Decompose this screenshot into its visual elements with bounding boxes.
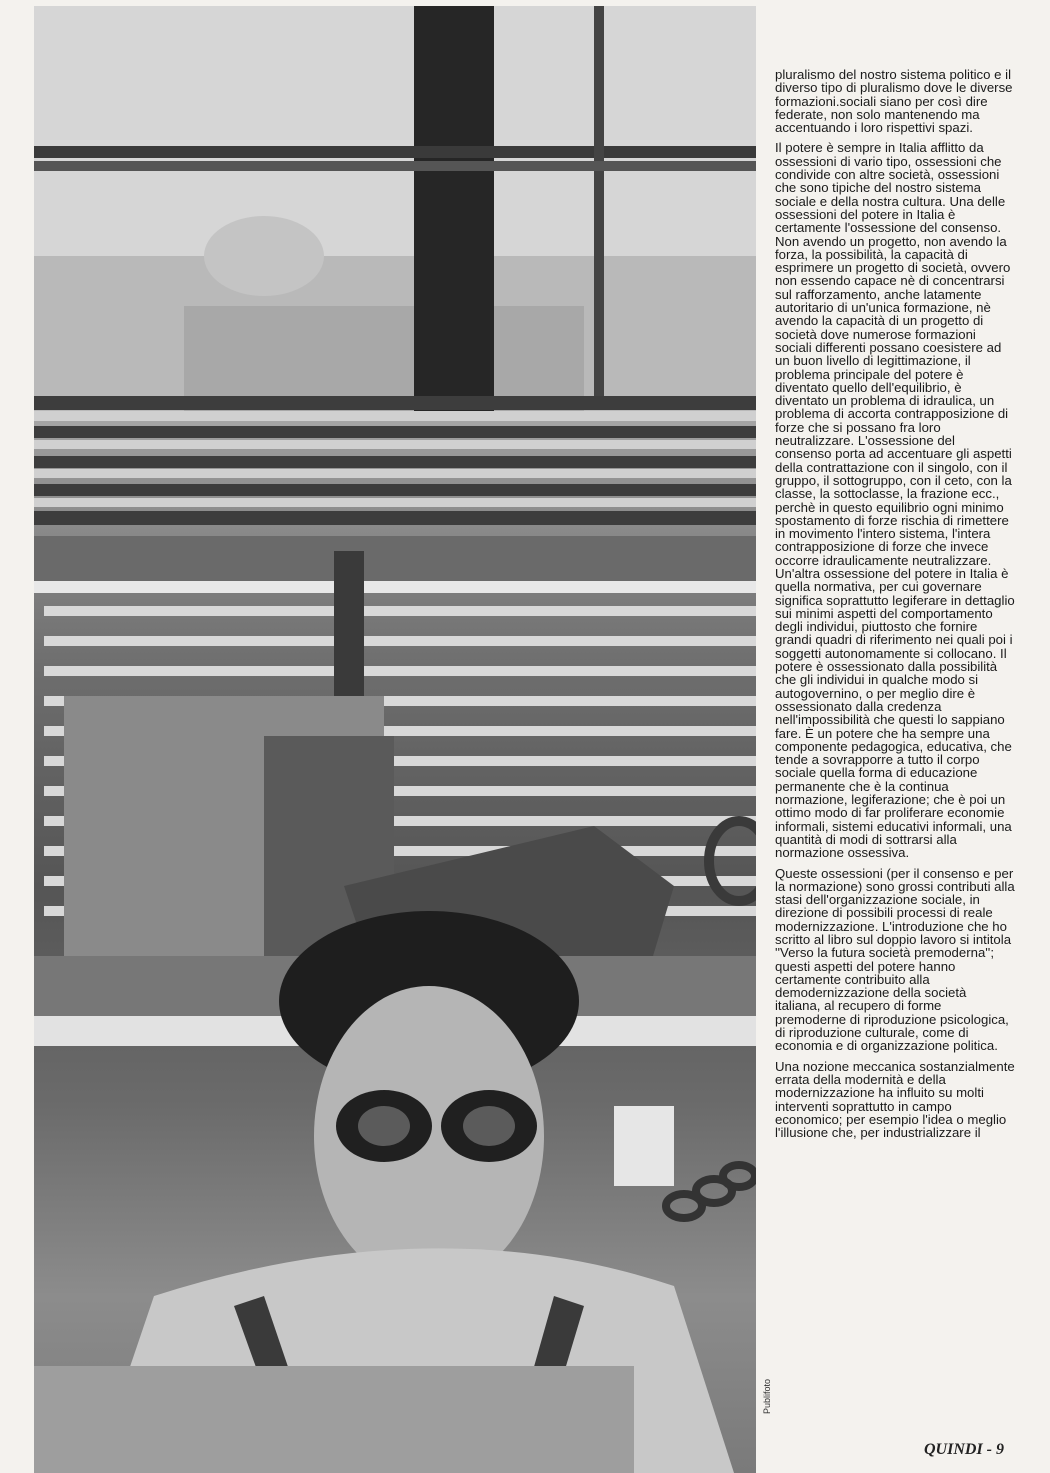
- article-paragraph: pluralismo del nostro sistema politico e il diverso tipo di pluralismo dove le diverse formazioni.sociali siano per così dire federate, non solo mantenendo ma accentuando i loro rispettivi spazi.: [775, 67, 1013, 136]
- article-column: [775, 68, 1015, 1146]
- page-footer: QUINDI - 9: [924, 1441, 1004, 1458]
- article-paragraph: Queste ossessioni (per il consenso e per la normazione) sono grossi contributi alla stasi dell'organizzazione sociale, in direzione di possibili processi di reale modernizzazione. L'introduzione che ho scritto al libro sul doppio lavoro si intitola ''Verso la futura società premoderna''; questi aspetti del potere hanno certamente contribuito alla demodernizzazione della società italiana, al recupero di forme premoderne di riproduzione psicologica, di riproduzione culturale, come di economia e di organizzazione politica.: [775, 865, 1015, 1054]
- photo-worker-on-rooftop-icon: [34, 6, 756, 1473]
- photo-credit: Publifoto: [762, 1378, 772, 1414]
- article-paragraph: Una nozione meccanica sostanzialmente errata della modernità e della modernizzazione ha influito su molti interventi soprattutto in campo economico; per esempio l'idea o meglio l'illusione che, per industrializzare il: [775, 1058, 1015, 1141]
- article-paragraph: Il potere è sempre in Italia afflitto da ossessioni di vario tipo, ossessioni che condivide con altre società, ossessioni che sono tipiche del nostro sistema sociale e della nostra cultura. Una delle ossessioni del potere in Italia è certamente l'ossessione del consenso. Non avendo un progetto, non avendo la forza, la possibilità, la capacità di esprimere un progetto di società, ovvero non essendo capace nè di concentrarsi sul rafforzamento, anche latamente autoritario di un'unica formazione, nè avendo la capacità di un progetto di società dove numerose formazioni sociali differenti possano coesistere ad un buon livello di legittimazione, il problema principale del potere è diventato quello dell'equilibrio, è diventato un problema di idraulica, un problema di accorta contrapposizione di forze che si possano fra loro neutralizzare. L'ossessione del consenso porta ad accentuare gli aspetti della contrattazione con il singolo, con il gruppo, il sottogruppo, con il ceto, con la classe, la sottoclasse, la frazione ecc., perchè in questo equilibrio ogni minimo spostamento di forze rischia di rimettere in movimento l'intero sistema, l'intera contrapposizione di forze che invece occorre idraulicamente neutralizzare. Un'altra ossessione del potere in Italia è quella normativa, per cui governare significa soprattutto legiferare in dettaglio sui minimi aspetti del comportamento degli individui, piuttosto che fornire grandi quadri di riferimento nei quali poi i soggetti autonomamente si collocano. Il potere è ossessionato dalla possibilità che gli individui in qualche modo si autogovernino, o per meglio dire è ossessionato dalla credenza nell'impossibilità che questi lo sappiano fare. È un potere che ha sempre una componente pedagogica, educativa, che tende a sovrapporre a tutto il corpo sociale quella forma di educazione permanente che è la continua normazione, legiferazione; che è poi un ottimo modo di far proliferare economie informali, sistemi educativi informali, una quantità di modi di sottrarsi alla normazione ossessiva.: [775, 140, 1015, 861]
- photo: [34, 6, 756, 1473]
